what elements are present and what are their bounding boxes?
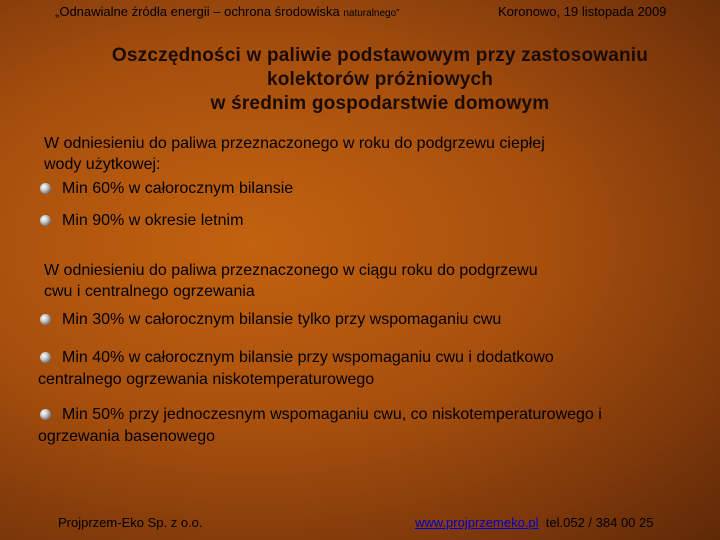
bullet-icon <box>40 183 51 194</box>
section2-bullet-1: Min 30% w całorocznym bilansie tylko przy wspomaganiu cwu <box>62 311 502 328</box>
bullet-icon <box>40 352 51 363</box>
section2-intro <box>44 260 538 302</box>
section2-intro-line-2: cwu i centralnego ogrzewania <box>44 283 255 300</box>
section1-bullet-1: Min 60% w całorocznym bilansie <box>62 180 294 197</box>
title-line-2: kolektorów próżniowych <box>266 69 494 90</box>
section1-intro <box>44 133 545 175</box>
section2-bullet-3-line-2: ogrzewania basenowego <box>38 428 216 445</box>
section2-bullet-3-line-1: Min 50% przy jednoczesnym wspomaganiu cwu, co niskotemperaturowego i <box>62 406 602 423</box>
header-title-main: „Odnawialne źródła energii – ochrona środowiska <box>55 4 340 19</box>
footer-company: Projprzem-Eko Sp. z o.o. <box>58 515 203 530</box>
header-presentation-title <box>55 4 400 19</box>
footer-website-link[interactable]: www.projprzemeko.pl <box>415 515 539 530</box>
title-line-3: w średnim gospodarstwie domowym <box>210 93 550 114</box>
bullet-icon <box>40 215 51 226</box>
header-title-small: naturalnego” <box>343 8 400 19</box>
section1-intro-line-2: wody użytkowej: <box>44 156 161 173</box>
footer-contact <box>415 515 653 530</box>
slide-title <box>40 44 720 116</box>
section2-bullet-2-line-2: centralnego ogrzewania niskotemperaturowego <box>38 371 375 388</box>
header-date: Koronowo, 19 listopada 2009 <box>498 4 667 19</box>
bullet-icon <box>40 409 51 420</box>
footer-phone: tel.052 / 384 00 25 <box>545 515 654 530</box>
section1-bullet-2: Min 90% w okresie letnim <box>62 212 244 229</box>
section2-bullet-2-line-1: Min 40% w całorocznym bilansie przy wspomaganiu cwu i dodatkowo <box>62 349 554 366</box>
section2-intro-line-1: W odniesieniu do paliwa przeznaczonego w ciągu roku do podgrzewu <box>44 262 538 279</box>
title-line-1: Oszczędności w paliwie podstawowym przy zastosowaniu <box>111 45 649 66</box>
section1-intro-line-1: W odniesieniu do paliwa przeznaczonego w roku do podgrzewu ciepłej <box>44 135 545 152</box>
bullet-icon <box>40 314 51 325</box>
